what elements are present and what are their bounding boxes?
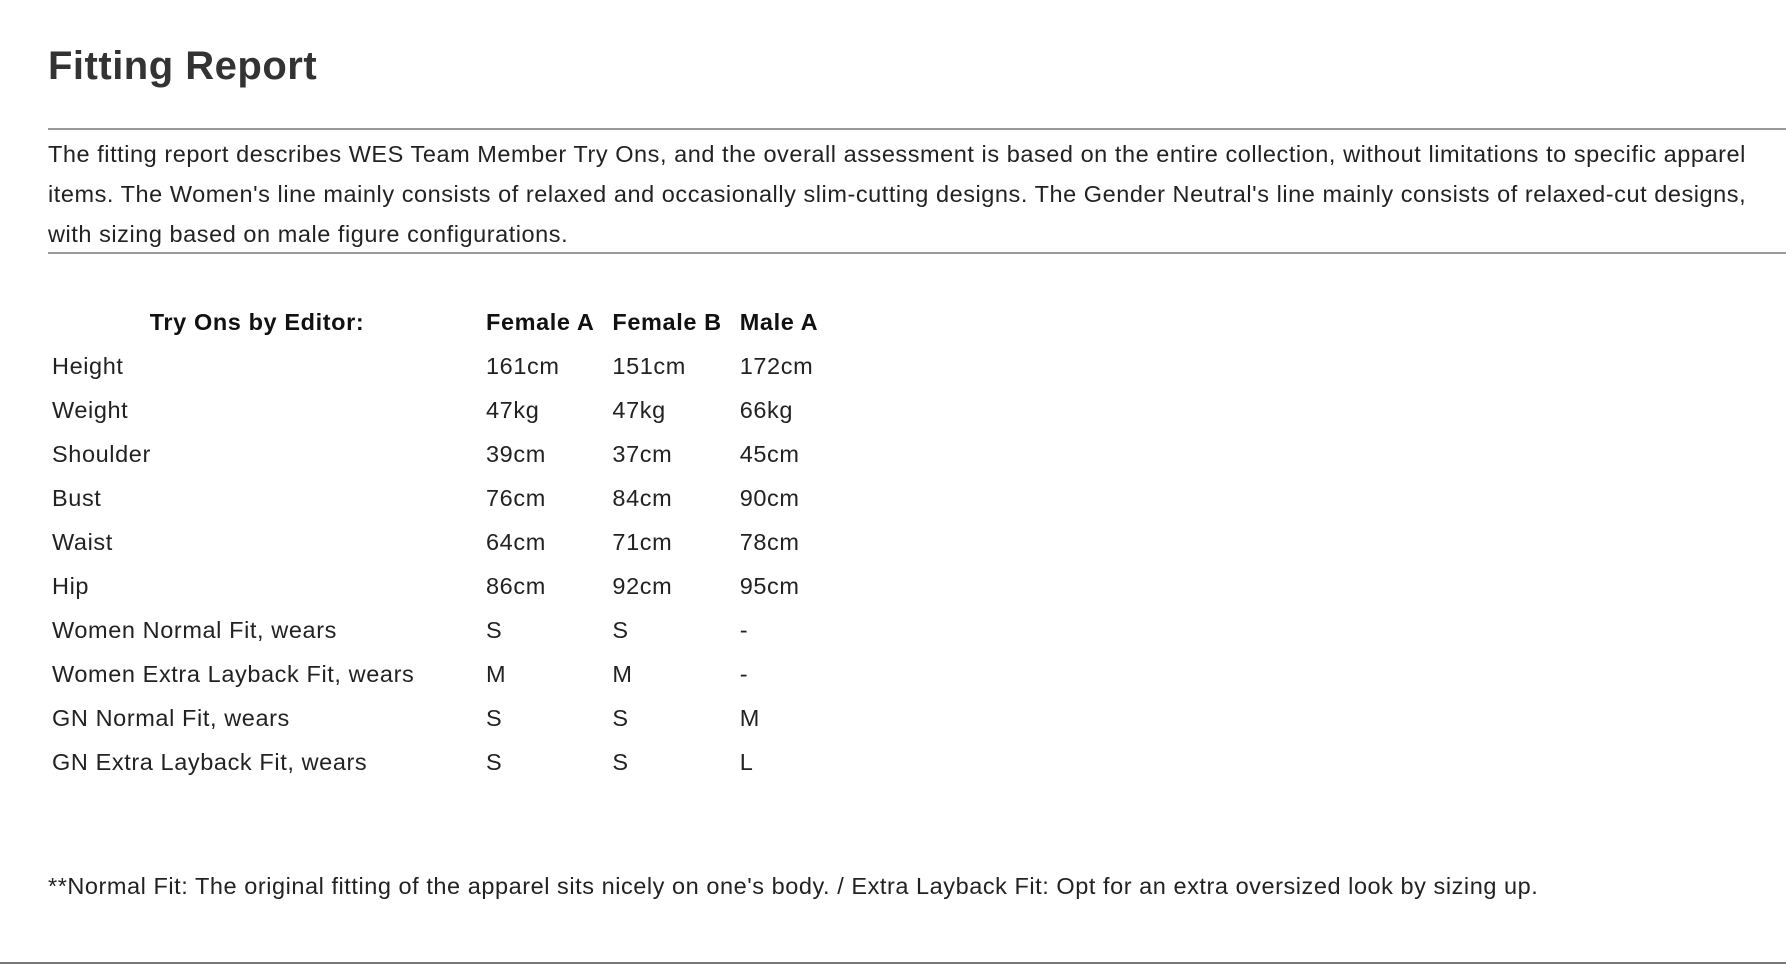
table-cell: S: [612, 704, 629, 731]
try-ons-table-header: [48, 300, 832, 344]
table-row: [48, 652, 832, 696]
table-cell: 47kg: [612, 396, 666, 423]
table-row: [48, 432, 832, 476]
row-label: Shoulder: [52, 440, 151, 467]
table-cell: 95cm: [739, 572, 800, 599]
row-label: Women Normal Fit, wears: [52, 616, 337, 643]
fit-footnote: **Normal Fit: The original fitting of the apparel sits nicely on one's body. / Extra Layback Fit: Opt for an extra oversized look by sizing up.: [48, 873, 1539, 899]
table-cell: L: [739, 748, 754, 775]
try-ons-by-editor-heading: Try Ons by Editor:: [149, 308, 365, 335]
row-label: Height: [52, 352, 124, 379]
column-header-female-a: Female A: [486, 308, 595, 335]
table-cell: -: [739, 616, 749, 643]
table-row: [48, 740, 832, 784]
table-cell: 66kg: [739, 396, 794, 423]
table-row: [48, 344, 832, 388]
table-cell: 86cm: [486, 572, 546, 599]
table-cell: 78cm: [739, 528, 800, 555]
table-cell: M: [612, 660, 633, 687]
table-cell: 71cm: [612, 528, 673, 555]
intro-paragraph: The fitting report describes WES Team Member Try Ons, and the overall assessment is based on the entire collection, without limitations to specific apparel items. The Women's line mainly consists of relaxed and occasionally slim-cutting designs. The Gender Neutral's line mainly consists of relaxed-cut designs, with sizing based on male figure configurations.: [48, 141, 1747, 247]
table-cell: 64cm: [486, 528, 546, 555]
row-label: Bust: [52, 484, 102, 511]
row-label: Weight: [52, 396, 129, 423]
page-title: Fitting Report: [48, 44, 318, 88]
column-header-male-a: Male A: [739, 308, 819, 335]
table-cell: S: [612, 616, 629, 643]
table-cell: 76cm: [486, 484, 546, 511]
row-label: Hip: [52, 572, 90, 599]
table-row: [48, 520, 832, 564]
row-label: GN Normal Fit, wears: [52, 704, 290, 731]
table-cell: 84cm: [612, 484, 673, 511]
row-label: GN Extra Layback Fit, wears: [52, 748, 368, 775]
row-label: Women Extra Layback Fit, wears: [52, 660, 415, 687]
table-cell: S: [612, 748, 629, 775]
row-label: Waist: [52, 528, 113, 555]
table-cell: S: [486, 704, 503, 731]
intro-top-divider: [48, 128, 1786, 130]
try-ons-table-body: [48, 344, 832, 784]
table-cell: S: [486, 616, 503, 643]
table-cell: 45cm: [739, 440, 800, 467]
table-row: [48, 696, 832, 740]
table-cell: 37cm: [612, 440, 673, 467]
table-cell: M: [486, 660, 507, 687]
table-cell: 92cm: [612, 572, 673, 599]
column-header-female-b: Female B: [612, 308, 722, 335]
table-cell: 161cm: [486, 352, 560, 379]
try-ons-table: [48, 300, 832, 784]
table-cell: 172cm: [739, 352, 814, 379]
table-row: [48, 564, 832, 608]
table-cell: 47kg: [486, 396, 540, 423]
table-cell: 151cm: [612, 352, 686, 379]
table-cell: 39cm: [486, 440, 546, 467]
table-cell: -: [739, 660, 749, 687]
table-row: [48, 608, 832, 652]
table-row: [48, 476, 832, 520]
intro-bottom-divider: [48, 252, 1786, 254]
table-cell: 90cm: [739, 484, 800, 511]
table-cell: S: [486, 748, 503, 775]
table-cell: M: [739, 704, 760, 731]
header-row: [48, 300, 832, 344]
table-row: [48, 388, 832, 432]
